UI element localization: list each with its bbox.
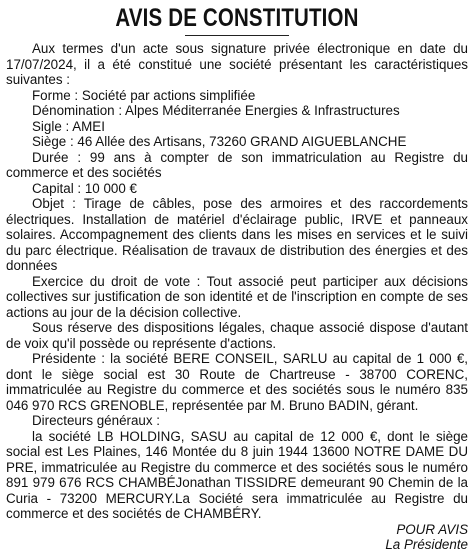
capital-line: Capital : 10 000 € <box>32 180 137 196</box>
denomination-line: Dénomination : Alpes Méditerranée Energies & Infrastructures <box>32 103 400 118</box>
siege-line: Siège : 46 Allée des Artisans, 73260 GRAND AIGUEBLANCHE <box>32 134 407 149</box>
objet-paragraph: Objet : Tirage de câbles, pose des armoires et des raccordements électriques. Installation de matériel d'éclairage public, IRVE et panneaux solaires. Accompagnement des clients dans les mises en services et le suivi du parc électrique. Réalisation de travaux de distribution des énergies et des données <box>6 196 468 273</box>
signature-pour-avis: POUR AVIS <box>396 521 468 537</box>
directors-heading: Directeurs généraux : <box>32 413 161 428</box>
directors-detail-paragraph: la société LB HOLDING, SASU au capital de 12 000 €, dont le siège social est Les Plaines, 146 Montée du 8 juin 1944 13600 NOTRE DAME DU PRE, immatriculée au Registre du commerce et des sociétés sous le numéro 891 979 676 RCS CHAMBÉJonathan TISSIDRE demeurant 90 Chemin de la Curia - 73200 MERCURY.La Société sera immatriculée au Registre du commerce et des sociétés de CHAMBÉRY. <box>6 428 468 521</box>
forme-line: Forme : Société par actions simplifiée <box>32 87 256 103</box>
signature-presidente: La Présidente <box>385 537 468 552</box>
president-paragraph: Présidente : la société BERE CONSEIL, SARLU au capital de 1 000 €, dont le siège social est 30 Route de Chartreuse - 38700 CORENC, immatriculée au Registre du commerce et des sociétés sous le numéro 835 046 970 RCS GRENOBLE, représentée par M. Bruno BADIN, gérant. <box>6 351 468 413</box>
notice-title: AVIS DE CONSTITUTION <box>115 4 359 32</box>
reserve-paragraph: Sous réserve des dispositions légales, chaque associé dispose d'autant de voix qu'il possède ou représente d'actions. <box>6 320 468 351</box>
intro-paragraph: Aux termes d'un acte sous signature privée électronique en date du 17/07/2024, il a été constitué une société présentant les caractéristiques suivantes : <box>6 41 468 87</box>
duree-paragraph: Durée : 99 ans à compter de son immatriculation au Registre du commerce et des sociétés <box>6 149 468 180</box>
title-underline <box>185 35 289 36</box>
sigle-line: Sigle : AMEI <box>32 118 105 134</box>
voting-rights-paragraph: Exercice du droit de vote : Tout associé peut participer aux décisions collectives sur justification de son identité et de l'inscription en compte de ses actions au jour de la décision collective. <box>6 273 468 320</box>
